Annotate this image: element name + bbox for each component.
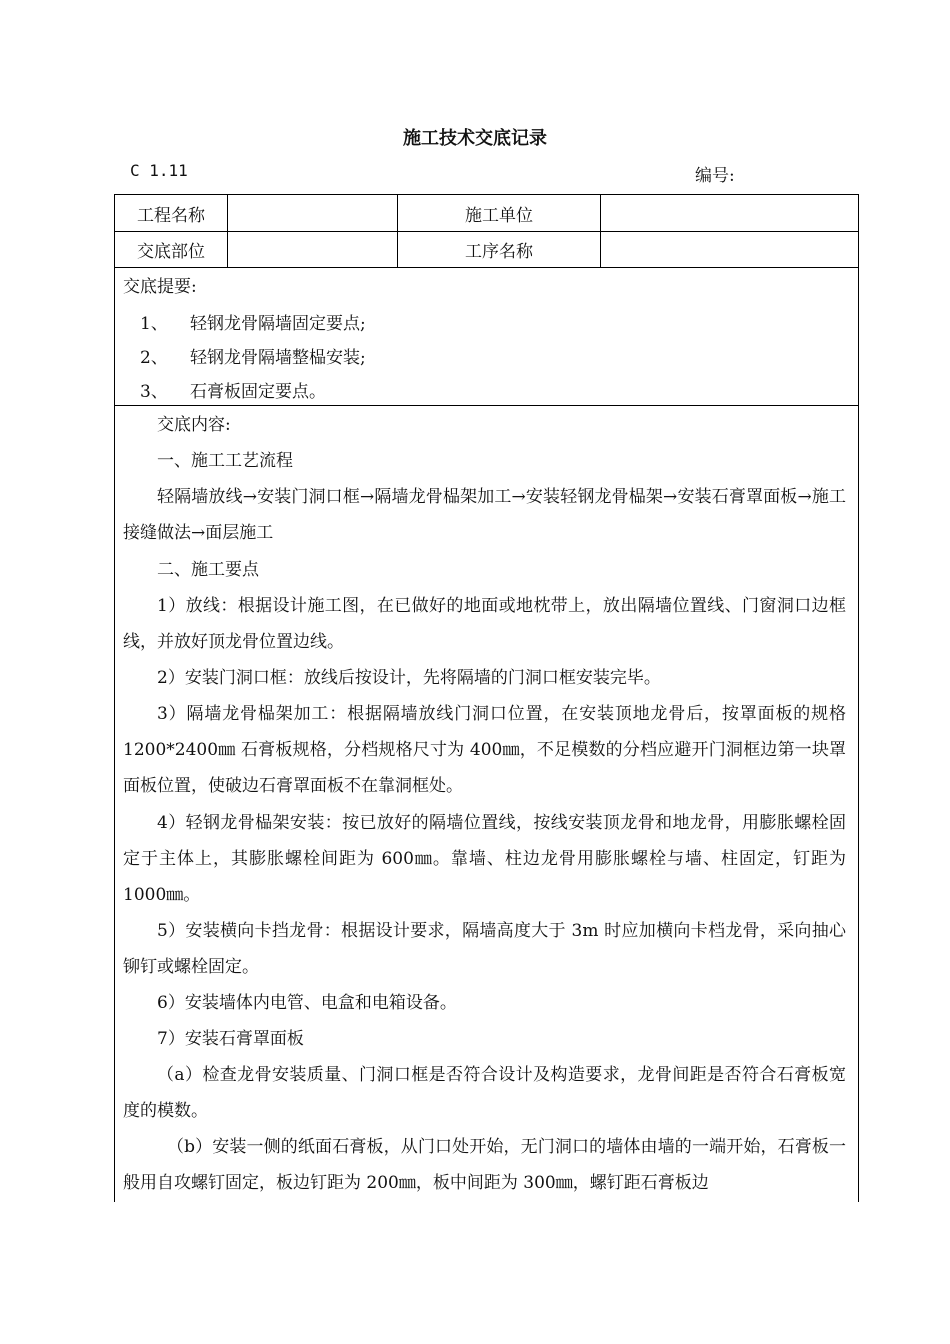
process-name-label: 工序名称 bbox=[398, 232, 601, 267]
section-heading-points: 二、施工要点 bbox=[157, 560, 259, 580]
page-title: 施工技术交底记录 bbox=[403, 128, 547, 149]
construction-unit-label: 施工单位 bbox=[398, 195, 601, 231]
form-code: C 1.11 bbox=[130, 161, 188, 180]
point-1: 1）放线：根据设计施工图，在已做好的地面或地枕带上，放出隔墙位置线、门窗洞口边框线，并放好顶龙骨位置边线。 bbox=[123, 596, 846, 652]
point-6: 6）安装墙体内电管、电盒和电箱设备。 bbox=[157, 993, 457, 1013]
construction-unit-field[interactable] bbox=[601, 195, 860, 231]
summary-heading: 交底提要: bbox=[123, 277, 197, 297]
project-name-field[interactable] bbox=[228, 195, 398, 231]
point-3: 3）隔墙龙骨榀架加工：根据隔墙放线门洞口位置，在安装顶地龙骨后，按罩面板的规格 1200*2400㎜ 石膏板规格，分档规格尺寸为 400㎜，不足模数的分档应避开门洞框边第一块罩面板位置，使破边石膏罩面板不在靠洞框处。 bbox=[123, 704, 846, 796]
process-flow-text: 轻隔墙放线→安装门洞口框→隔墙龙骨榀架加工→安装轻钢龙骨榀架→安装石膏罩面板→施工接缝做法→面层施工 bbox=[123, 487, 846, 543]
info-row-1 bbox=[115, 195, 858, 232]
process-name-field[interactable] bbox=[601, 232, 860, 267]
location-label: 交底部位 bbox=[115, 232, 228, 267]
point-7a: （a）检查龙骨安装质量、门洞口框是否符合设计及构造要求，龙骨间距是否符合石膏板宽度的模数。 bbox=[123, 1065, 846, 1121]
summary-item: 3、 石膏板固定要点。 bbox=[140, 382, 326, 402]
project-name-label: 工程名称 bbox=[115, 195, 228, 231]
content-heading: 交底内容: bbox=[157, 415, 231, 435]
location-field[interactable] bbox=[228, 232, 398, 267]
section-heading-flow: 一、施工工艺流程 bbox=[157, 451, 293, 471]
disclosure-form bbox=[114, 194, 859, 1202]
summary-item: 2、 轻钢龙骨隔墙整榀安装; bbox=[140, 348, 366, 368]
point-7: 7）安装石膏罩面板 bbox=[157, 1029, 304, 1049]
point-2: 2）安装门洞口框：放线后按设计，先将隔墙的门洞口框安装完毕。 bbox=[157, 668, 661, 688]
point-4: 4）轻钢龙骨榀架安装：按已放好的隔墙位置线，按线安装顶龙骨和地龙骨，用膨胀螺栓固定于主体上，其膨胀螺栓间距为 600㎜。靠墙、柱边龙骨用膨胀螺栓与墙、柱固定，钉距为 1000㎜。 bbox=[123, 813, 846, 905]
point-5: 5）安装横向卡挡龙骨：根据设计要求，隔墙高度大于 3m 时应加横向卡档龙骨，采向抽心铆钉或螺栓固定。 bbox=[123, 921, 846, 977]
summary-section bbox=[115, 268, 858, 406]
point-7b: （b）安装一侧的纸面石膏板，从门口处开始，无门洞口的墙体由墙的一端开始，石膏板一般用自攻螺钉固定，板边钉距为 200㎜，板中间距为 300㎜，螺钉距石膏板边 bbox=[123, 1137, 846, 1193]
content-section bbox=[115, 407, 858, 1203]
summary-item: 1、 轻钢龙骨隔墙固定要点; bbox=[140, 314, 366, 334]
info-row-2 bbox=[115, 232, 858, 268]
number-label: 编号: bbox=[695, 166, 735, 186]
